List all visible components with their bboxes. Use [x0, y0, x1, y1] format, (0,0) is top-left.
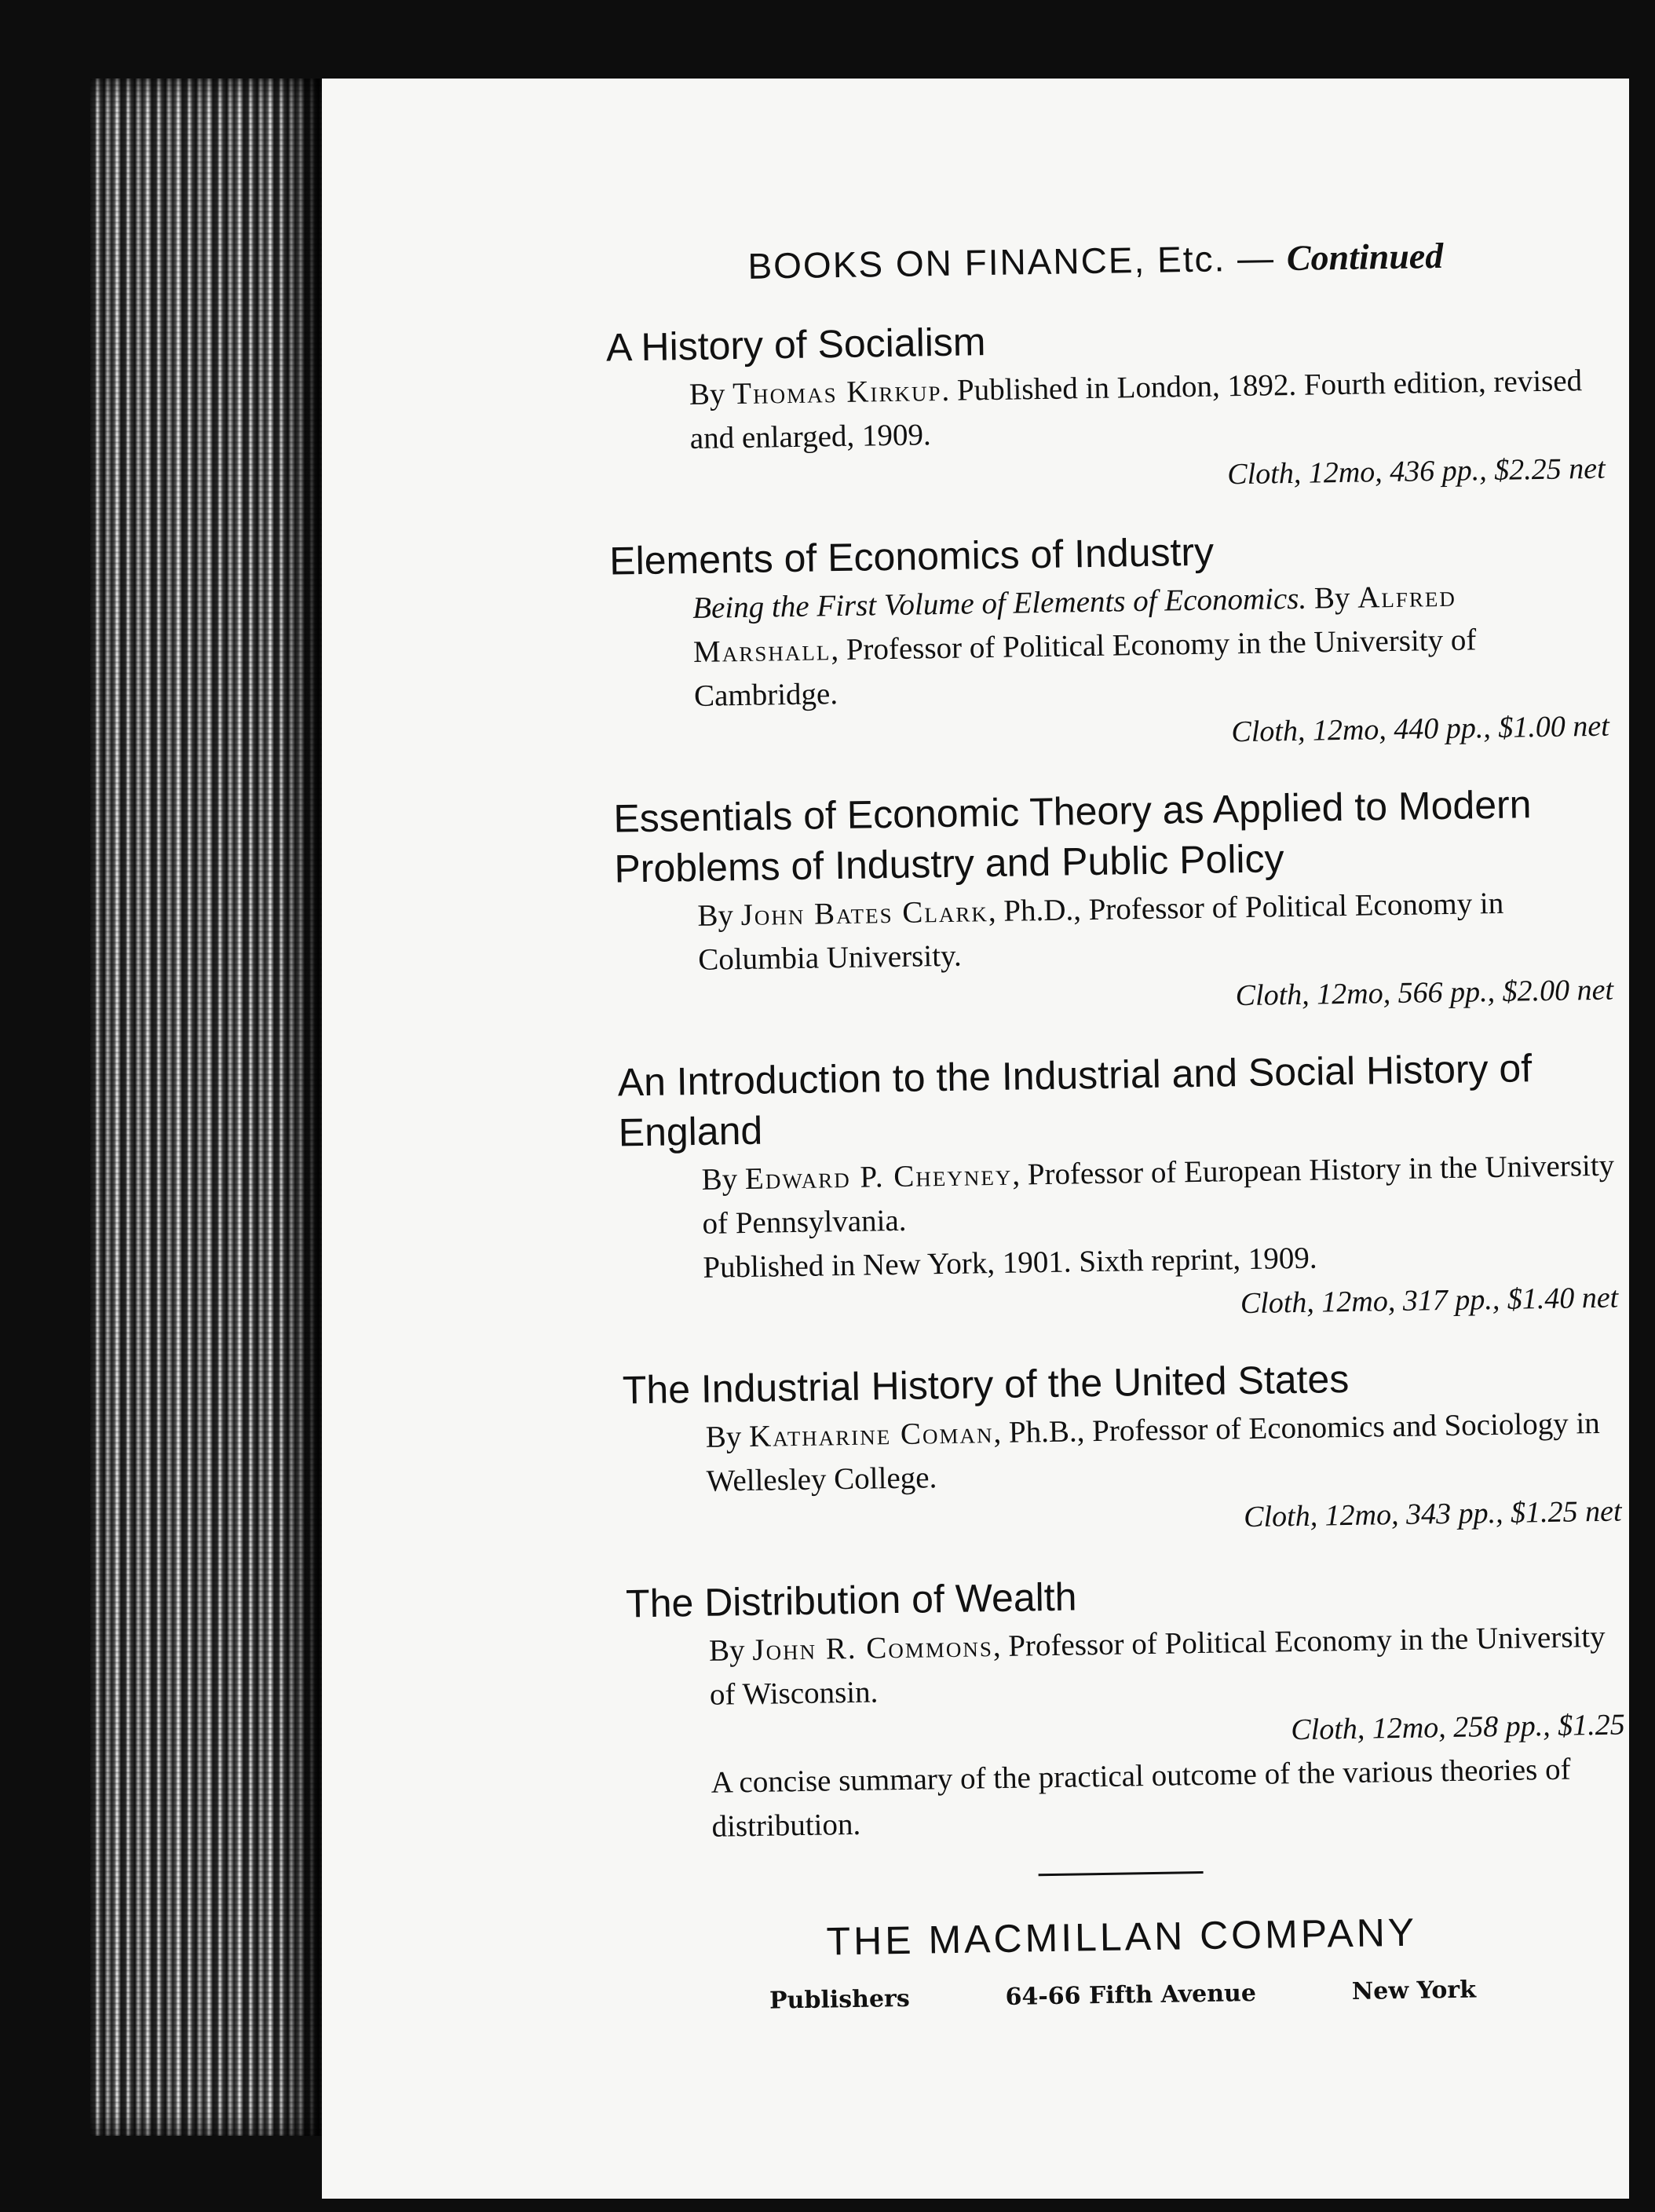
desc-text: , Ph.B., Professor of Economics and Sociology in Wellesley College.	[706, 1406, 1601, 1498]
desc-text: By	[689, 377, 733, 412]
desc-text: , Ph.D., Professor of Political Economy in Columbia University.	[697, 886, 1504, 977]
book-entry	[601, 1042, 1618, 1336]
book-description	[591, 359, 1606, 506]
book-price: Cloth, 12mo, 440 pp., $1.00 net	[1231, 709, 1610, 749]
book-title: The Industrial History of the United States	[622, 1356, 1350, 1413]
book-description	[603, 1144, 1618, 1336]
book-price: Cloth, 12mo, 258 pp., $1.25	[1291, 1708, 1626, 1747]
publisher-info	[769, 1976, 1476, 2015]
book-title: A History of Socialism	[605, 320, 986, 370]
book-description	[594, 572, 1609, 764]
book-note: A concise summary of the practical outcome of the various theories of distribution.	[711, 1752, 1571, 1844]
book-subtitle: Being the First Volume of Elements of Economics.	[692, 581, 1307, 625]
publisher-role: Publishers	[769, 1984, 910, 2015]
book-title: Elements of Economics of Industry	[608, 529, 1215, 583]
running-head	[589, 232, 1602, 290]
book-entry	[610, 1563, 1627, 1851]
book-page	[322, 79, 1629, 2199]
desc-text: By	[697, 898, 741, 933]
author-name: Thomas Kirkup	[732, 373, 942, 411]
divider-rule	[1039, 1871, 1204, 1876]
book-entry	[597, 778, 1614, 1028]
running-head-continued: Continued	[1286, 235, 1444, 279]
book-entry	[590, 307, 1606, 506]
desc-text: . Published in London, 1892. Fourth edition, revised and enlarged, 1909.	[689, 364, 1583, 456]
book-title: The Distribution of Wealth	[625, 1574, 1077, 1626]
publication-note: Published in New York, 1901. Sixth reprint, 1909.	[703, 1241, 1317, 1285]
desc-text: By	[705, 1419, 750, 1454]
desc-text: By	[1306, 580, 1358, 616]
desc-text: , Professor of Political Economy in the University of Cambridge.	[693, 623, 1477, 713]
book-title: An Introduction to the Industrial and Social History of England	[617, 1046, 1533, 1155]
page-content	[589, 232, 1629, 2017]
publisher-address: 64-66 Fifth Avenue	[1005, 1979, 1257, 2011]
author-name: Alfred Marshall	[692, 579, 1457, 669]
desc-text: , Professor of European History in the University of Pennsylvania.	[702, 1148, 1615, 1241]
author-name: John Bates Clark	[740, 894, 989, 933]
book-title: Essentials of Economic Theory as Applied to Modern Problems of Industry and Public Policy	[612, 782, 1532, 891]
author-name: John R. Commons	[752, 1629, 994, 1667]
book-entry	[606, 1350, 1622, 1549]
book-price: Cloth, 12mo, 566 pp., $2.00 net	[1235, 973, 1614, 1013]
book-description	[599, 880, 1613, 1028]
book-price: Cloth, 12mo, 317 pp., $1.40 net	[1240, 1281, 1619, 1321]
book-price: Cloth, 12mo, 436 pp., $2.25 net	[1226, 452, 1606, 492]
desc-text: , Professor of Political Economy in the University of Wisconsin.	[709, 1619, 1606, 1712]
desc-text: By	[708, 1632, 753, 1668]
desc-text: By	[701, 1162, 746, 1197]
author-name: Edward P. Cheyney	[744, 1157, 1013, 1197]
book-entry	[594, 521, 1609, 764]
author-name: Katharine Coman	[748, 1416, 994, 1453]
book-description	[611, 1615, 1627, 1851]
book-page-edges	[90, 79, 326, 2136]
running-head-title: BOOKS ON FINANCE, Etc. —	[747, 237, 1276, 287]
publisher-city: New York	[1351, 1976, 1477, 2006]
book-description	[607, 1402, 1621, 1549]
book-price: Cloth, 12mo, 343 pp., $1.25 net	[1243, 1494, 1622, 1534]
publisher-name: THE MACMILLAN COMPANY	[826, 1910, 1418, 1964]
